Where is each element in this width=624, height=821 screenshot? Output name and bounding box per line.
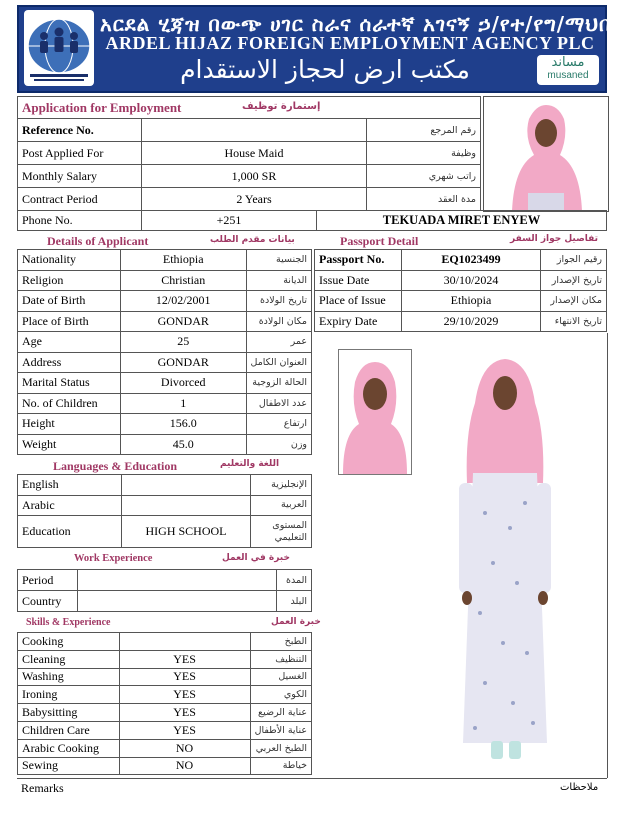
- row-label-ar: الغسيل: [250, 668, 311, 686]
- row-label-ar: عمر: [246, 332, 312, 353]
- row-label: Period: [18, 570, 78, 591]
- work-table: [17, 569, 312, 612]
- row-value: 45.0: [120, 434, 246, 455]
- row-label: Nationality: [18, 250, 121, 271]
- passport-table: [314, 249, 607, 332]
- row-value: [122, 475, 251, 496]
- row-label-ar: عناية الأطفال: [250, 721, 311, 739]
- row-label: Sewing: [18, 757, 120, 775]
- table-row: [18, 434, 312, 455]
- row-label-ar: وظيفة: [367, 142, 481, 165]
- table-row: [18, 633, 312, 651]
- row-label-ar: البلد: [277, 591, 312, 612]
- passport-section-title: Passport Detail: [340, 234, 419, 248]
- row-label: Height: [18, 414, 121, 435]
- applicant-section-title-ar: بيانات مقدم الطلب: [210, 235, 295, 245]
- row-label-ar: المدة: [277, 570, 312, 591]
- row-label: Place of Birth: [18, 311, 121, 332]
- skills-section-title-ar: خبرة العمل: [271, 617, 321, 627]
- applicant-headshot: [483, 96, 609, 212]
- musaned-logo-ar: مساند: [551, 55, 585, 70]
- row-label: Cooking: [18, 633, 120, 651]
- row-label: Passport No.: [315, 250, 402, 271]
- row-label-ar: العنوان الكامل: [246, 352, 312, 373]
- row-label-ar: الجنسية: [246, 250, 312, 271]
- row-label: Monthly Salary: [18, 165, 142, 188]
- row-label: Children Care: [18, 721, 120, 739]
- table-row: [18, 414, 312, 435]
- row-label-ar: تاريخ الإصدار: [541, 270, 607, 291]
- row-value: EQ1023499: [402, 250, 541, 271]
- table-row: [18, 721, 312, 739]
- row-label-ar: رقيم الجواز: [541, 250, 607, 271]
- languages-section-title-ar: اللغة والتعليم: [220, 459, 280, 469]
- row-value: 2 Years: [142, 188, 367, 211]
- row-value: 156.0: [120, 414, 246, 435]
- row-label-ar: مدة العقد: [367, 188, 481, 211]
- skills-table: [17, 632, 312, 775]
- musaned-logo: [537, 55, 599, 85]
- row-value: [142, 119, 367, 142]
- work-section-title: Work Experience: [74, 553, 153, 564]
- row-value: YES: [119, 668, 250, 686]
- table-row: [315, 311, 607, 332]
- row-label: Weight: [18, 434, 121, 455]
- row-label-ar: الطبخ العربي: [250, 739, 311, 757]
- row-value: [122, 495, 251, 516]
- row-label-ar: وزن: [246, 434, 312, 455]
- row-value: Ethiopia: [402, 291, 541, 312]
- row-value: Christian: [120, 270, 246, 291]
- row-value: GONDAR: [120, 352, 246, 373]
- row-label-ar: مكان الولادة: [246, 311, 312, 332]
- row-label: Contract Period: [18, 188, 142, 211]
- row-label-ar: مكان الإصدار: [541, 291, 607, 312]
- row-value: 29/10/2029: [402, 311, 541, 332]
- row-label-ar: الطبخ: [250, 633, 311, 651]
- row-label: Education: [18, 516, 122, 548]
- row-value: 12/02/2001: [120, 291, 246, 312]
- application-title-ar: إستمارة توظيف: [242, 101, 321, 112]
- table-row: [18, 495, 312, 516]
- row-value: [78, 591, 277, 612]
- musaned-logo-en: musaned: [547, 70, 589, 81]
- table-row: [315, 291, 607, 312]
- row-value: 1: [120, 393, 246, 414]
- table-row: [18, 739, 312, 757]
- applicant-table: [17, 249, 312, 455]
- row-value: Ethiopia: [120, 250, 246, 271]
- row-value: House Maid: [142, 142, 367, 165]
- row-label: Issue Date: [315, 270, 402, 291]
- row-value: 1,000 SR: [142, 165, 367, 188]
- row-value: YES: [119, 721, 250, 739]
- row-label: English: [18, 475, 122, 496]
- row-label-ar: الديانة: [246, 270, 312, 291]
- languages-table: [17, 474, 312, 548]
- work-section-title-ar: خبرة في العمل: [222, 553, 290, 563]
- row-label-ar: عناية الرضيع: [250, 704, 311, 722]
- row-value: 30/10/2024: [402, 270, 541, 291]
- passport-section-title-ar: تفاصيل جواز السفر: [510, 234, 599, 244]
- applicant-section-title: Details of Applicant: [47, 234, 149, 248]
- row-label-ar: الإنجليزية: [251, 475, 312, 496]
- applicant-full-body-photo: [455, 353, 555, 766]
- agency-logo: [24, 10, 94, 86]
- row-label-ar: عدد الاطفال: [246, 393, 312, 414]
- row-label: Post Applied For: [18, 142, 142, 165]
- table-row: [18, 188, 481, 211]
- row-label-ar: ارتفاع: [246, 414, 312, 435]
- row-label-ar: الحالة الزوجية: [246, 373, 312, 394]
- table-row: [18, 119, 481, 142]
- table-row: [18, 291, 312, 312]
- phone-row-table: [17, 210, 607, 231]
- row-label: Address: [18, 352, 121, 373]
- table-row: [18, 373, 312, 394]
- row-label: Arabic Cooking: [18, 739, 120, 757]
- row-label: No. of Children: [18, 393, 121, 414]
- row-value: GONDAR: [120, 311, 246, 332]
- row-value: NO: [119, 739, 250, 757]
- banner-amharic: አርደል ሂጃዝ በውጭ ሀገር ስራና ሰራተኛ አገናኝ ኃ/የተ/የግ/ማህበር: [100, 12, 624, 36]
- phone-value: +251: [142, 211, 317, 231]
- row-label-ar: راتب شهري: [367, 165, 481, 188]
- table-row: [315, 270, 607, 291]
- row-value: [119, 633, 250, 651]
- row-label: Date of Birth: [18, 291, 121, 312]
- row-label: Place of Issue: [315, 291, 402, 312]
- applicant-name: TEKUADA MIRET ENYEW: [317, 211, 607, 231]
- table-row: [18, 393, 312, 414]
- row-label-ar: المستوى التعليمي: [251, 516, 312, 548]
- row-label-ar: تاريخ الولادة: [246, 291, 312, 312]
- row-label: Age: [18, 332, 121, 353]
- row-value: YES: [119, 704, 250, 722]
- table-row: [315, 250, 607, 271]
- row-label: Washing: [18, 668, 120, 686]
- row-label: Arabic: [18, 495, 122, 516]
- table-row: [18, 311, 312, 332]
- right-border: [607, 333, 608, 778]
- row-label: Reference No.: [18, 119, 142, 142]
- table-row: [18, 270, 312, 291]
- application-table: [17, 96, 481, 211]
- row-value: Divorced: [120, 373, 246, 394]
- row-label: Country: [18, 591, 78, 612]
- row-label: Expiry Date: [315, 311, 402, 332]
- row-label: Marital Status: [18, 373, 121, 394]
- row-value: [78, 570, 277, 591]
- row-label: Ironing: [18, 686, 120, 704]
- table-row: [18, 704, 312, 722]
- remarks-label: Remarks: [21, 781, 64, 795]
- row-value: NO: [119, 757, 250, 775]
- remarks-label-ar: ملاحظات: [560, 782, 599, 793]
- row-label: Cleaning: [18, 650, 120, 668]
- table-row: [18, 591, 312, 612]
- table-row: [18, 516, 312, 548]
- table-row: [18, 757, 312, 775]
- table-row: [18, 475, 312, 496]
- applicant-passport-photo: [338, 349, 412, 475]
- table-row: [18, 332, 312, 353]
- row-value: HIGH SCHOOL: [122, 516, 251, 548]
- languages-section-title: Languages & Education: [53, 459, 178, 473]
- row-label-ar: العربية: [251, 495, 312, 516]
- table-row: [18, 570, 312, 591]
- row-label-ar: خياطة: [250, 757, 311, 775]
- remarks-divider: [17, 778, 607, 779]
- banner-english: ARDEL HIJAZ FOREIGN EMPLOYMENT AGENCY PLC: [105, 33, 595, 53]
- row-label-ar: التنظيف: [250, 650, 311, 668]
- phone-label: Phone No.: [18, 211, 142, 231]
- row-label: Religion: [18, 270, 121, 291]
- table-row: [18, 668, 312, 686]
- banner-arabic: مكتب ارض لحجاز الاستقدام: [180, 55, 470, 84]
- table-row: [18, 352, 312, 373]
- table-row: [18, 686, 312, 704]
- table-row: [18, 250, 312, 271]
- skills-section-title: Skills & Experience: [26, 617, 111, 628]
- row-label-ar: الكوي: [250, 686, 311, 704]
- table-row: [18, 142, 481, 165]
- row-label-ar: تاريخ الانتهاء: [541, 311, 607, 332]
- row-value: YES: [119, 686, 250, 704]
- row-label: Babysitting: [18, 704, 120, 722]
- application-title: Application for Employment: [22, 99, 182, 115]
- row-value: YES: [119, 650, 250, 668]
- application-title-cell: [18, 97, 481, 119]
- row-label-ar: رقم المرجع: [367, 119, 481, 142]
- table-row: [18, 650, 312, 668]
- row-value: 25: [120, 332, 246, 353]
- table-row: [18, 165, 481, 188]
